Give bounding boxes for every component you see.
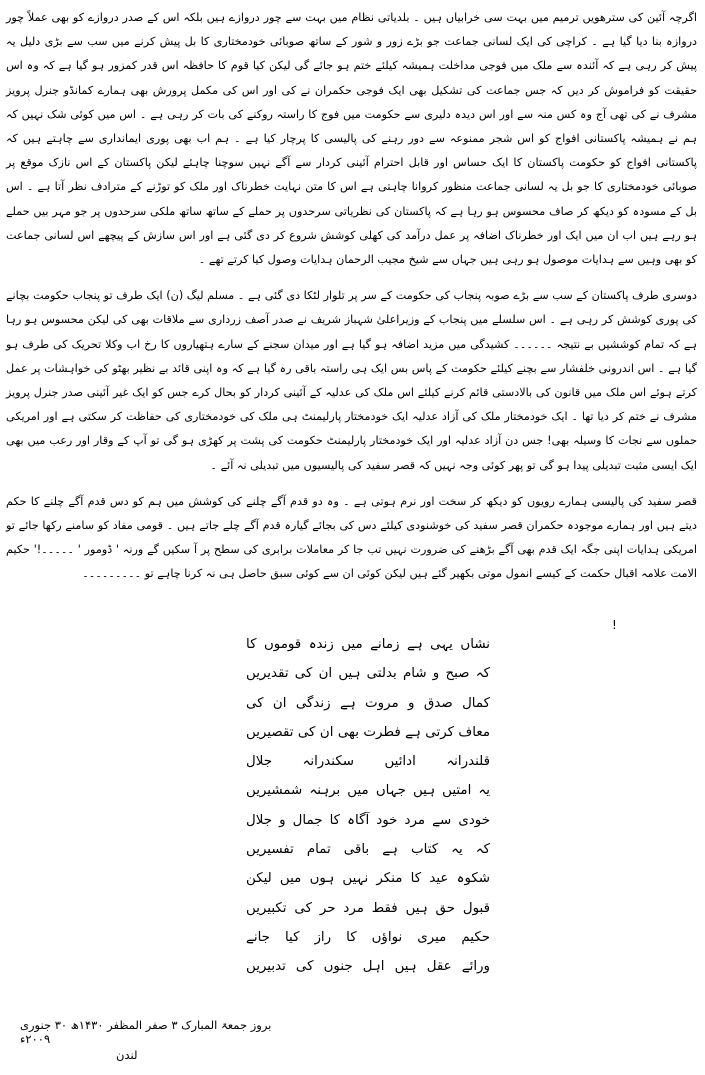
- poem-line: قلندرانہ ادائیں سکندرانہ جلال: [246, 754, 490, 770]
- paragraph-3: قصر سفید کی پالیسی ہمارے رویوں کو دیکھ کر سخت اور نرم ہوتی ہے ۔ وہ دو قدم آگے چلنے کی کوشش میں ہم کو دس قدم آگے چلنے کا حکم دیتے ہیں اور ہمارے موجودہ حکمران قصر سفید کی خوشنودی کیلئے دس کی بجائے گیارہ قدم آگے چلے جاتے ہیں ۔ قومی مفاد کو سامنے رکھا جائے تو امریکی ہدایات اپنی جگہ ایک قدم بھی آگے بڑھنے کی ضرورت نہیں تب جا کر معاملات برابری کی سطح پر آ سکیں گے ورنہ ' ڈومور ' ۔۔۔۔۔!' حکیم الامت علامہ اقبال حکمت کے کیسے انمول موتی بکھیر گئے ہیں لیکن کوئی ان سے کوئی سبق حاصل ہی نہ کرنا چاہے تو ۔۔۔۔۔۔۔۔۔: [6, 494, 697, 581]
- paragraph-2: دوسری طرف پاکستان کے سب سے بڑے صوبہ پنجاب کی حکومت کے سر پر تلوار لٹکا دی گئی ہے ۔ مسلم لیگ (ن) ایک طرف تو پنجاب حکومت بچانے کی پوری کوشش کر رہی ہے ۔ اس سلسلے میں پنجاب کے وزیراعلیٰ شہباز شریف نے صدر آصف زرداری سے ملاقات بھی کی لیکن محسوس ہو رہا ہے کہ تمام کوششیں بے نتیجہ ۔۔۔۔۔۔ کشیدگی میں مزید اضافہ ہو گیا ہے اور میدان سجنے کے سارے ہتھیاروں کا رخ اب وکلا تحریک کی طرف ہو گیا ہے ۔ اس اندرونی خلفشار سے بچنے کیلئے حکومت کے پاس بس ایک ہی راستہ باقی رہ گیا ہے کہ وہ اپنی قائد بے نظیر بھٹو کی خواہشات پر عمل کرتے ہوئے اس ملک میں قانون کی بالادستی قائم کرنے کیلئے اس ملک کی عدلیہ کے آئینی کردار کو بحال کرے جس کو ایک غیر آئینی صدر جنرل پرویز مشرف نے ختم کر دیا تھا ۔ ایک خودمختار ملک کی آزاد عدلیہ ایک خودمختار پارلیمنٹ ہی ملک کی خودمختاری کی حفاظت کر سکتی ہے اور امریکی حملوں سے نجات کا وسیلہ بھی! جس دن آزاد عدلیہ اور ایک خودمختار پارلیمنٹ حکومت کی پشت پر کھڑی ہو گی تو آپ کے وقار اور رعب میں بھی ایک ایسی مثبت تبدیلی پیدا ہو گی تو پھر کوئی وجہ نہیں کہ قصر سفید کی پالیسیوں میں تبدیلی نہ آئے ۔: [6, 289, 697, 472]
- poem-line: معاف کرتی ہے فطرت بھی ان کی تقصیریں: [246, 724, 490, 740]
- poem-line: نشاں یہی ہے زمانے میں زندہ قوموں کا: [246, 637, 490, 652]
- poem-line: شکوہ عید کا منکر نہیں ہوں میں لیکن: [246, 871, 490, 887]
- ending-mark: !: [612, 618, 617, 632]
- poem-line: حکیم میری نواؤں کا راز کیا جانے: [246, 929, 490, 945]
- article-body: [6, 6, 697, 599]
- poem-line: یہ امتیں ہیں جہاں میں برہنہ شمشیریں: [246, 783, 490, 799]
- poem-line: خودی سے مرد خود آگاہ کا جمال و جلال: [246, 812, 490, 828]
- poem-line: ورائے عقل ہیں اہل جنوں کی تدبیریں: [246, 959, 490, 975]
- paragraph-1: اگرچہ آئین کی سترھویں ترمیم میں بہت سی خرابیاں ہیں ۔ بلدیاتی نظام میں بہت سے چور دروازے ہیں بلکہ اس کے صدر دروازے کو بھی عملاً چور دروازہ بنا دیا گیا ہے ۔ کراچی کی ایک لسانی جماعت جو بڑے زور و شور کے ساتھ صوبائی خودمختاری کا بل پیش کرنے میں سب سے بڑی دلیل یہ پیش کر رہی ہے کہ آئندہ سے ملک میں فوجی مداخلت ہمیشہ کیلئے ختم ہو جائے گی لیکن کیا قوم کا حافظہ اس قدر کمزور ہو گیا ہے کہ وہ اس حقیقت کو فراموش کر دیں کہ جس جماعت کی تشکیل بھی ایک فوجی حکمران نے کی اور اس کی مکمل پرورش بھی ہمارے کمانڈو جنرل پرویز مشرف نے کی تھی آج وہ کس منہ سے اور اس دیدہ دلیری سے حکومت میں فوج کا راستہ روکنے کی بات کر رہی ہے ۔ اس میں کوئی شک نہیں کہ ہم نے ہمیشہ پاکستانی افواج کو اس شجر ممنوعہ سے دور رہنے کی پالیسی کا پرچار کیا ہے ۔ ہم اب بھی پوری ایمانداری سے چاہتے ہیں کہ پاکستانی افواج کو حکومت پاکستان کا ایک حساس اور قابل احترام آئینی کردار سے آگے نہیں سوچنا چاہئے لیکن پاکستان کے اس نازک موقع پر صوبائی خودمختاری کا جو بل یہ لسانی جماعت منظور کروانا چاہتی ہے اس کا متن نہایت خطرناک اور ملک کو توڑنے کے مترادف نظر آتا ہے ۔ اس بل کے مسودہ کو دیکھ کر صاف محسوس ہو رہا ہے کہ پاکستان کی نظریاتی سرحدوں پر حملے کے ساتھ ساتھ ملکی سرحدوں پر جو مہر بیں حملے ہو رہے ہیں اب ان میں ایک اور خطرناک اضافہ پر عمل درآمد کی کھلی کوشش شروع کر دی گئی ہے اور اس سازش کے پیچھے اس لسانی جماعت کو بھی وہیں سے ہدایات موصول ہو رہی ہیں جہاں سے شیخ مجیب الرحمان ہدایات وصول کیا کرتے تھے ۔: [6, 11, 697, 267]
- poem-block: [246, 630, 490, 982]
- dateline: بروز جمعۃ المبارک ۳ صفر المظفر ۱۴۳۰ھ ۳۰ جنوری ۲۰۰۹ء: [20, 1018, 272, 1046]
- poem-line: کمال صدق و مروت ہے زندگی ان کی: [246, 695, 490, 711]
- poem-line: کہ صبح و شام بدلتی ہیں ان کی تقدیریں: [246, 666, 490, 682]
- poem-line: کہ یہ کتاب ہے باقی تمام تفسیریں: [246, 842, 490, 858]
- poem-line: قبول حق ہیں فقط مرد حر کی تکبیریں: [246, 900, 490, 916]
- place-label: لندن: [116, 1048, 138, 1062]
